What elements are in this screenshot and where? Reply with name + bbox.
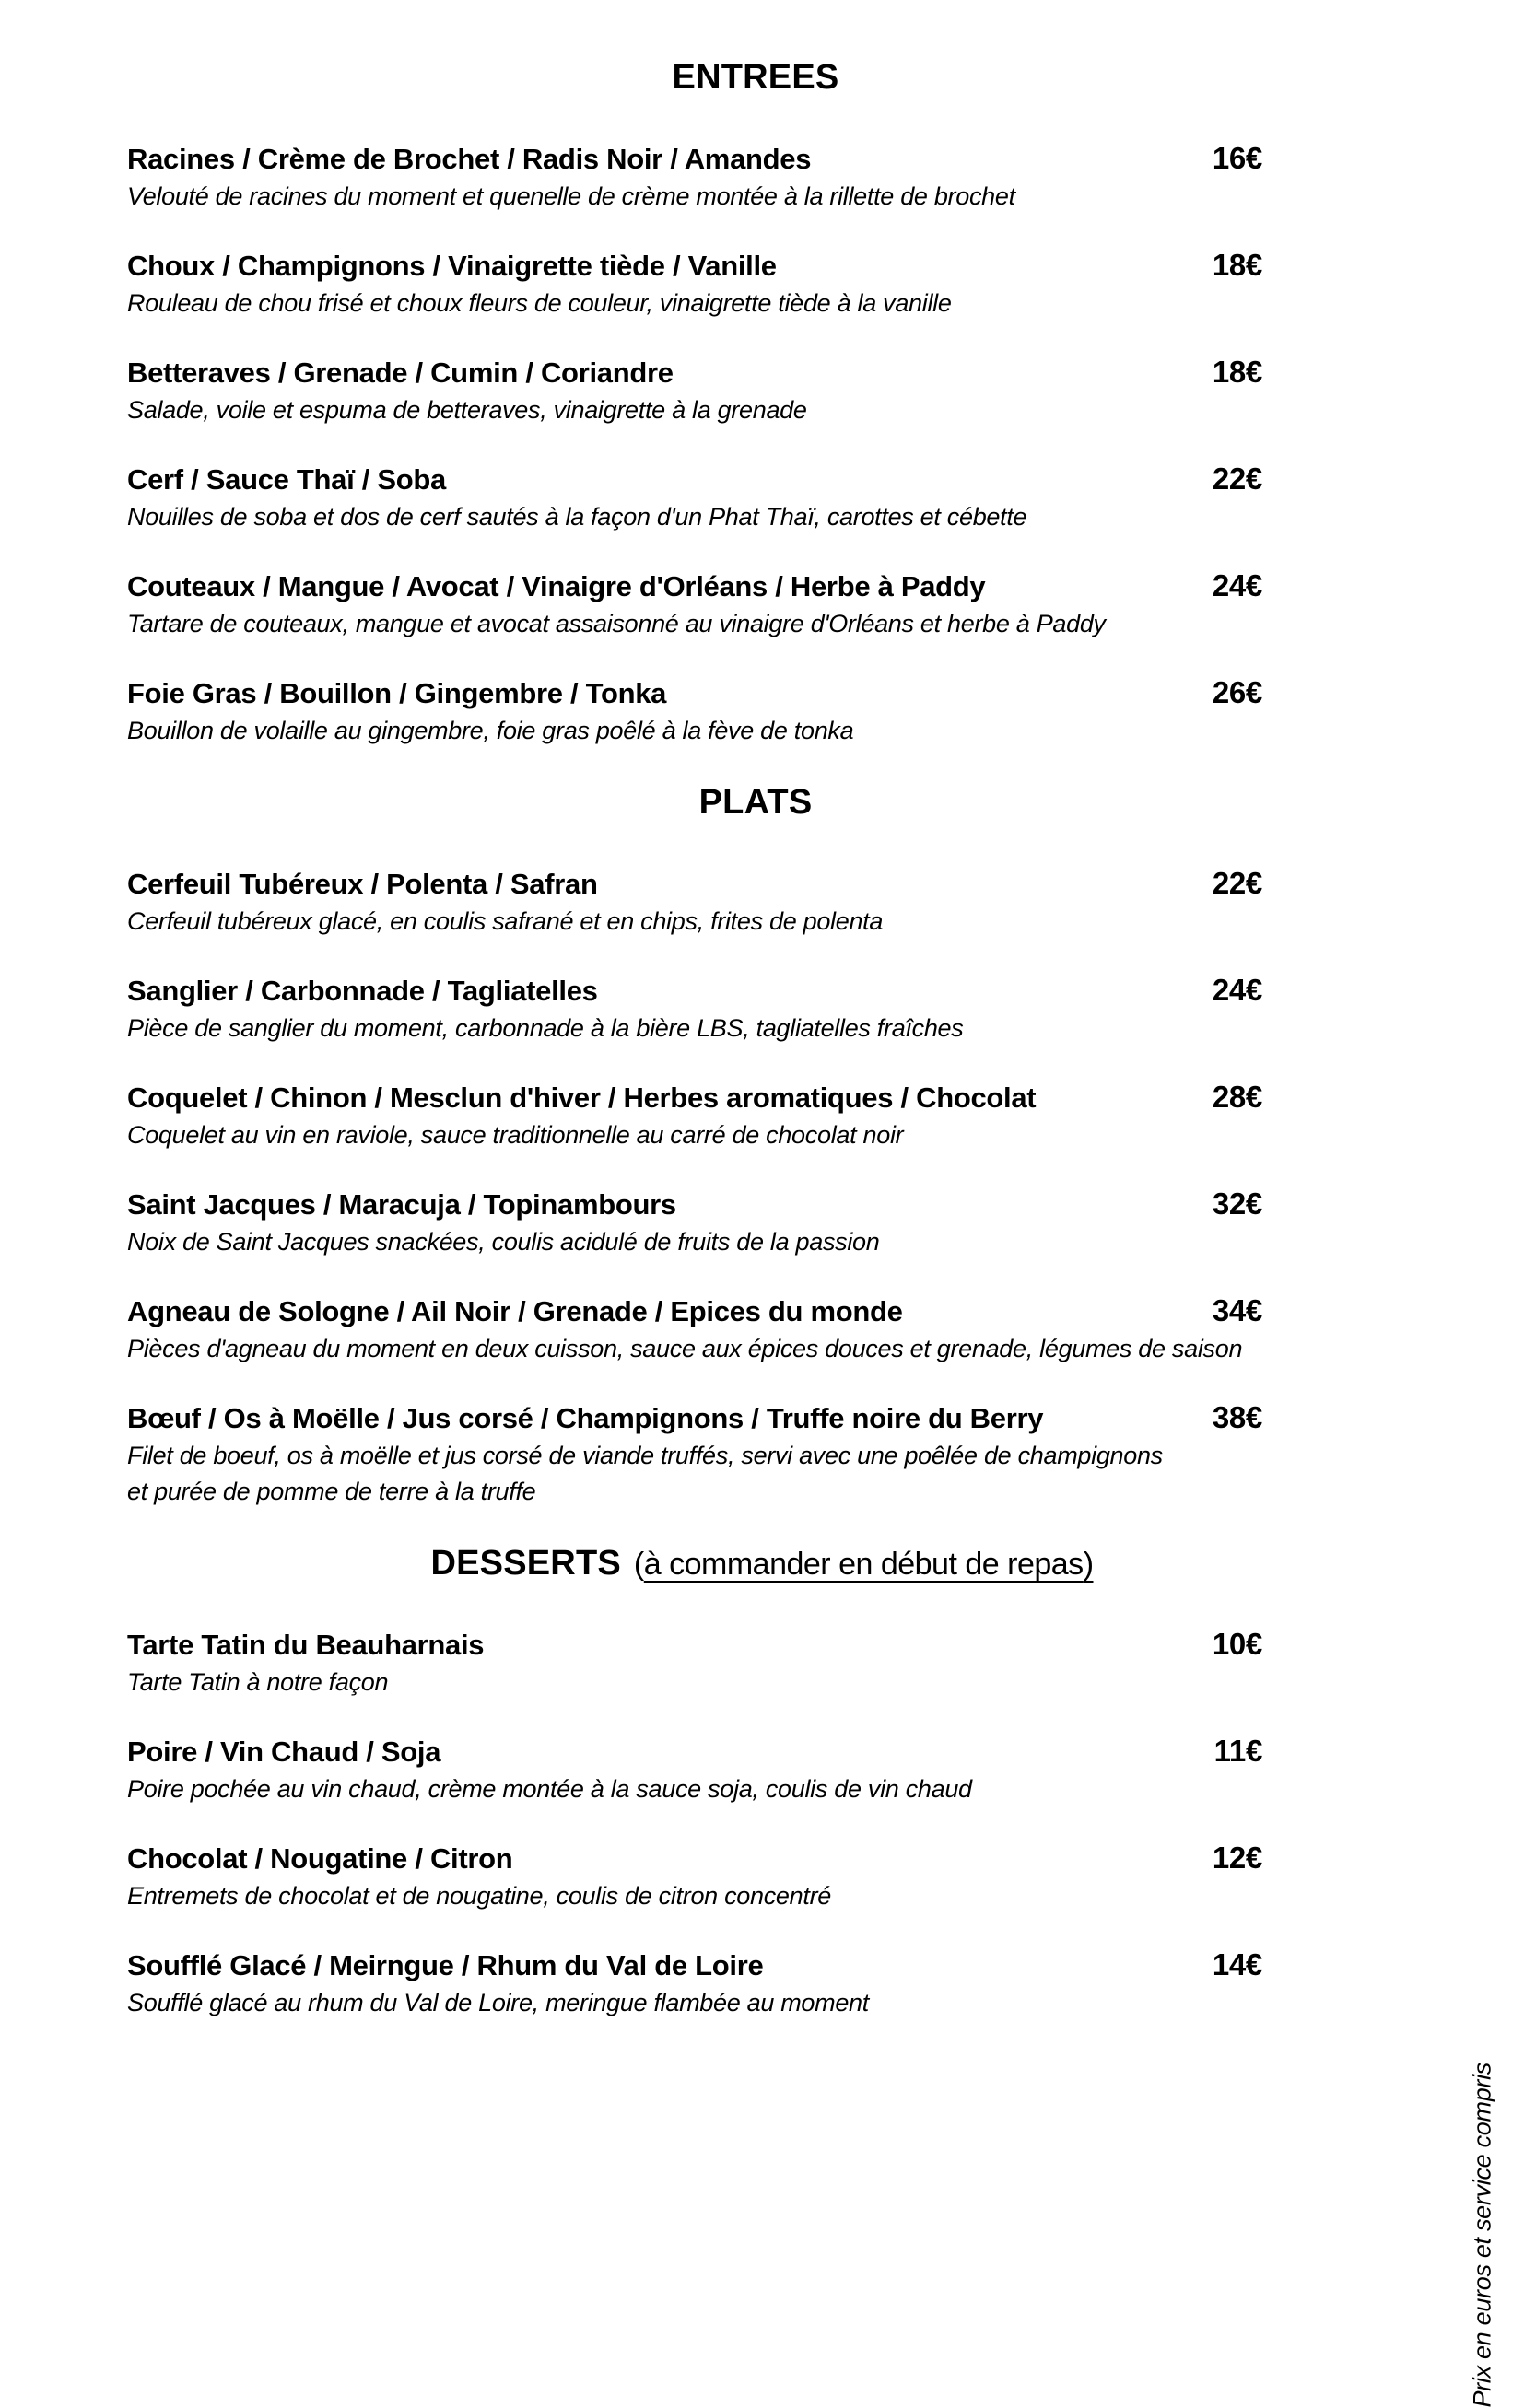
menu-item-price: 11€ [1213,1734,1262,1768]
menu-item [127,1732,1397,1807]
menu-item [127,971,1397,1046]
menu-section [127,780,1397,1510]
menu-item-description: Tarte Tatin à notre façon [127,1668,389,1696]
menu-item-description: Pièces d'agneau du moment en deux cuisson, sauce aux épices douces et grenade, légumes de saison [127,1335,1243,1362]
menu-item [127,1839,1397,1914]
menu-item-description: Noix de Saint Jacques snackées, coulis acidulé de fruits de la passion [127,1228,880,1256]
menu-item-title: Racines / Crème de Brochet / Radis Noir / Amandes [127,143,812,175]
menu-item-price: 24€ [1212,568,1262,602]
menu-item-title: Tarte Tatin du Beauharnais [127,1629,485,1661]
menu-item-description: Bouillon de volaille au gingembre, foie gras poêlé à la fève de tonka [127,717,854,744]
menu-item [127,460,1397,535]
section-heading-label: DESSERTS [430,1544,621,1583]
menu-item-title: Chocolat / Nougatine / Citron [127,1842,513,1875]
menu-item-description: Pièce de sanglier du moment, carbonnade à la bière LBS, tagliatelles fraîches [127,1014,964,1042]
menu-item-row [127,567,1397,606]
menu-item-row [127,1625,1397,1665]
menu-item-title: Betteraves / Grenade / Cumin / Coriandre [127,357,674,389]
menu-item-description: Coquelet au vin en raviole, sauce traditionnelle au carré de chocolat noir [127,1121,904,1149]
menu-item-title: Poire / Vin Chaud / Soja [127,1736,441,1768]
menu-item-price: 24€ [1212,973,1262,1007]
menu-item-row [127,673,1397,713]
menu-item-row [127,1185,1397,1224]
menu-item-price: 38€ [1212,1400,1262,1434]
section-items [127,864,1397,1510]
menu-section [127,55,1397,749]
menu-item-row [127,246,1397,286]
section-note-open-paren: ( [633,1547,644,1582]
menu-item-description: Tartare de couteaux, mangue et avocat assaisonné au vinaigre d'Orléans et herbe à Paddy [127,610,1106,637]
menu-item [127,864,1397,940]
menu-item-price: 32€ [1212,1186,1262,1221]
menu-item-title: Couteaux / Mangue / Avocat / Vinaigre d'Orléans / Herbe à Paddy [127,570,986,602]
menu-item-price: 16€ [1212,141,1262,175]
price-service-note: Prix en euros et service compris [1469,2063,1496,2408]
menu-item-row [127,1839,1397,1878]
section-heading [127,1541,1397,1586]
menu-item [127,1078,1397,1153]
menu-item-row [127,1078,1397,1117]
menu-item-price: 26€ [1212,675,1262,709]
menu-item-description: Soufflé glacé au rhum du Val de Loire, meringue flambée au moment [127,1989,869,2016]
menu-item [127,1946,1397,2021]
menu-item-price: 22€ [1212,866,1262,900]
menu-item [127,1292,1397,1367]
section-items [127,1625,1397,2021]
section-heading [127,55,1397,100]
menu-item-row [127,1732,1397,1771]
menu-item-description: Velouté de racines du moment et quenelle de crème montée à la rillette de brochet [127,182,1015,210]
menu-item-description: Filet de boeuf, os à moëlle et jus corsé de viande truffés, servi avec une poêlée de champignons [127,1442,1163,1469]
menu-item-title: Coquelet / Chinon / Mesclun d'hiver / Herbes aromatiques / Chocolat [127,1081,1037,1114]
menu-item-title: Cerfeuil Tubéreux / Polenta / Safran [127,868,598,900]
section-note-text: à commander en début de repas [643,1547,1084,1582]
menu-item [127,1398,1397,1510]
section-heading-label: PLATS [698,783,813,822]
menu-item-row [127,1292,1397,1331]
menu-item-description-line2: et purée de pomme de terre à la truffe [127,1478,536,1505]
menu-item-row [127,1398,1397,1438]
menu-item [127,567,1397,642]
menu-item [127,246,1397,321]
menu-item-title: Foie Gras / Bouillon / Gingembre / Tonka [127,677,667,709]
section-note-close-paren: ) [1083,1547,1094,1582]
menu-item-row [127,864,1397,904]
menu-item-price: 28€ [1212,1080,1262,1114]
menu-item-row [127,971,1397,1011]
section-heading-label: ENTREES [672,58,839,97]
menu-item [127,353,1397,428]
menu-item-price: 14€ [1212,1947,1262,1981]
menu-item-price: 12€ [1212,1841,1262,1875]
menu-item [127,139,1397,215]
menu-section [127,1541,1397,2021]
menu-item-description: Cerfeuil tubéreux glacé, en coulis safrané et en chips, frites de polenta [127,907,884,935]
menu-item-title: Soufflé Glacé / Meirngue / Rhum du Val de Loire [127,1949,764,1981]
menu-item-title: Cerf / Sauce Thaï / Soba [127,463,446,496]
section-heading [127,780,1397,825]
menu-item-title: Bœuf / Os à Moëlle / Jus corsé / Champignons / Truffe noire du Berry [127,1402,1044,1434]
menu-item-title: Choux / Champignons / Vinaigrette tiède / Vanille [127,250,777,282]
menu-item-price: 18€ [1212,248,1262,282]
section-heading-note [634,1547,1094,1582]
menu-item [127,1625,1397,1701]
menu-item-title: Saint Jacques / Maracuja / Topinambours [127,1188,676,1221]
menu-item-title: Sanglier / Carbonnade / Tagliatelles [127,975,598,1007]
menu-item-row [127,460,1397,499]
section-items [127,139,1397,749]
menu-item-price: 22€ [1212,462,1262,496]
menu-item-row [127,1946,1397,1985]
menu-item [127,1185,1397,1260]
menu-item [127,673,1397,749]
menu-sections [127,55,1397,2021]
menu-item-title: Agneau de Sologne / Ail Noir / Grenade / Epices du monde [127,1295,903,1327]
menu-item-row [127,353,1397,392]
menu-item-description: Poire pochée au vin chaud, crème montée à la sauce soja, coulis de vin chaud [127,1775,972,1803]
menu-item-price: 18€ [1212,355,1262,389]
menu-item-description: Nouilles de soba et dos de cerf sautés à la façon d'un Phat Thaï, carottes et cébette [127,503,1027,531]
menu-item-row [127,139,1397,179]
menu-item-description: Entremets de chocolat et de nougatine, coulis de citron concentré [127,1882,831,1910]
menu-item-price: 34€ [1212,1293,1262,1327]
menu-item-price: 10€ [1212,1627,1262,1661]
menu-item-description: Rouleau de chou frisé et choux fleurs de couleur, vinaigrette tiède à la vanille [127,289,952,317]
menu-item-description: Salade, voile et espuma de betteraves, vinaigrette à la grenade [127,396,807,424]
